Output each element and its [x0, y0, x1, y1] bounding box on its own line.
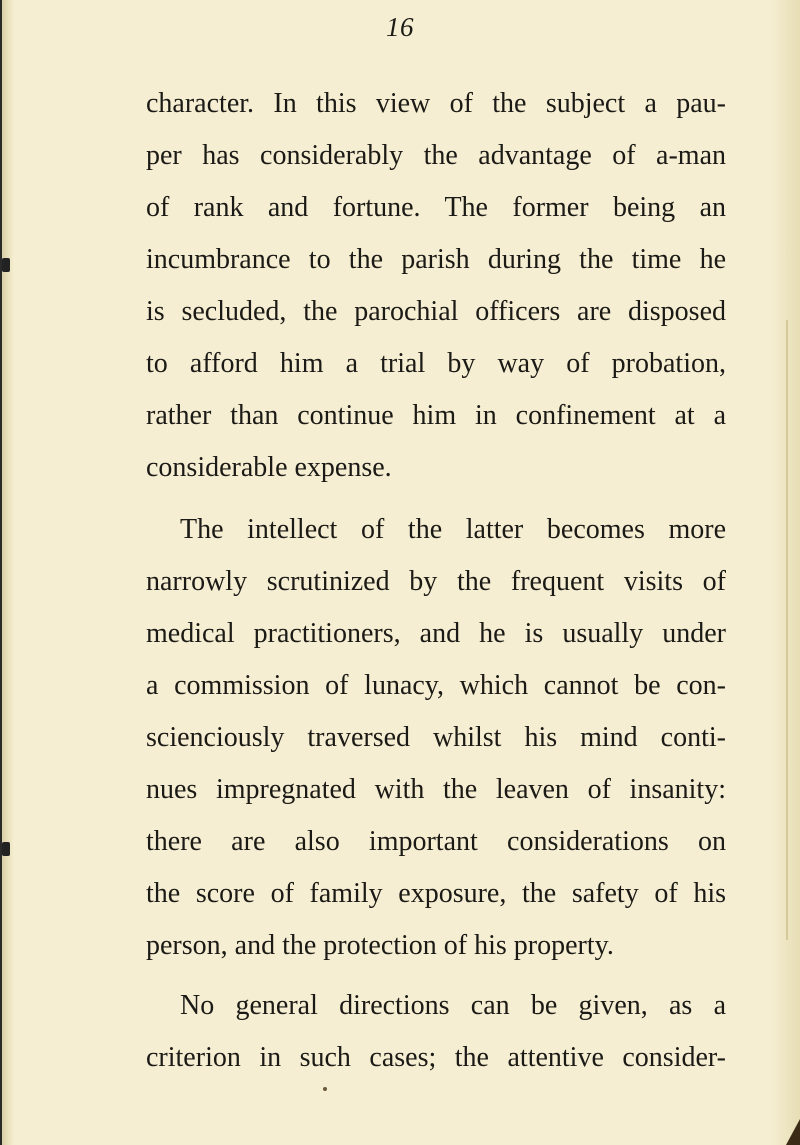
text-line: there are also important considerations on — [146, 826, 726, 857]
text-line: character. In this view of the subject a pau- — [146, 88, 726, 119]
text-line: medical practitioners, and he is usually under — [146, 618, 726, 649]
ink-speck — [323, 1087, 327, 1091]
paragraph-1 — [146, 78, 726, 494]
paragraph-3 — [146, 980, 726, 1084]
page-left-edge — [0, 0, 14, 1145]
page-number: 16 — [386, 12, 414, 42]
text-line: rather than continue him in confinement at a — [146, 400, 726, 431]
text-line: incumbrance to the parish during the time he — [146, 244, 726, 275]
text-line: narrowly scrutinized by the frequent visits of — [146, 566, 726, 597]
paragraph-2 — [146, 504, 726, 972]
text-line: a commission of lunacy, which cannot be con- — [146, 670, 726, 701]
page-right-edge — [770, 0, 800, 1145]
text-line: scienciously traversed whilst his mind conti- — [146, 722, 726, 753]
page-fold-line — [786, 320, 788, 940]
text-line: The intellect of the latter becomes more — [180, 514, 726, 545]
binding-mark — [2, 258, 10, 272]
text-line: criterion in such cases; the attentive consider- — [146, 1042, 726, 1073]
text-line: nues impregnated with the leaven of insanity: — [146, 774, 726, 805]
text-line: No general directions can be given, as a — [180, 990, 726, 1021]
text-line: the score of family exposure, the safety of his — [146, 878, 726, 909]
text-line: of rank and fortune. The former being an — [146, 192, 726, 223]
binding-mark — [2, 842, 10, 856]
text-line: considerable expense. — [146, 452, 392, 483]
text-line: is secluded, the parochial officers are disposed — [146, 296, 726, 327]
text-line: person, and the protection of his property. — [146, 930, 614, 961]
text-line: to afford him a trial by way of probation, — [146, 348, 726, 379]
text-line: per has considerably the advantage of a-man — [146, 140, 726, 171]
